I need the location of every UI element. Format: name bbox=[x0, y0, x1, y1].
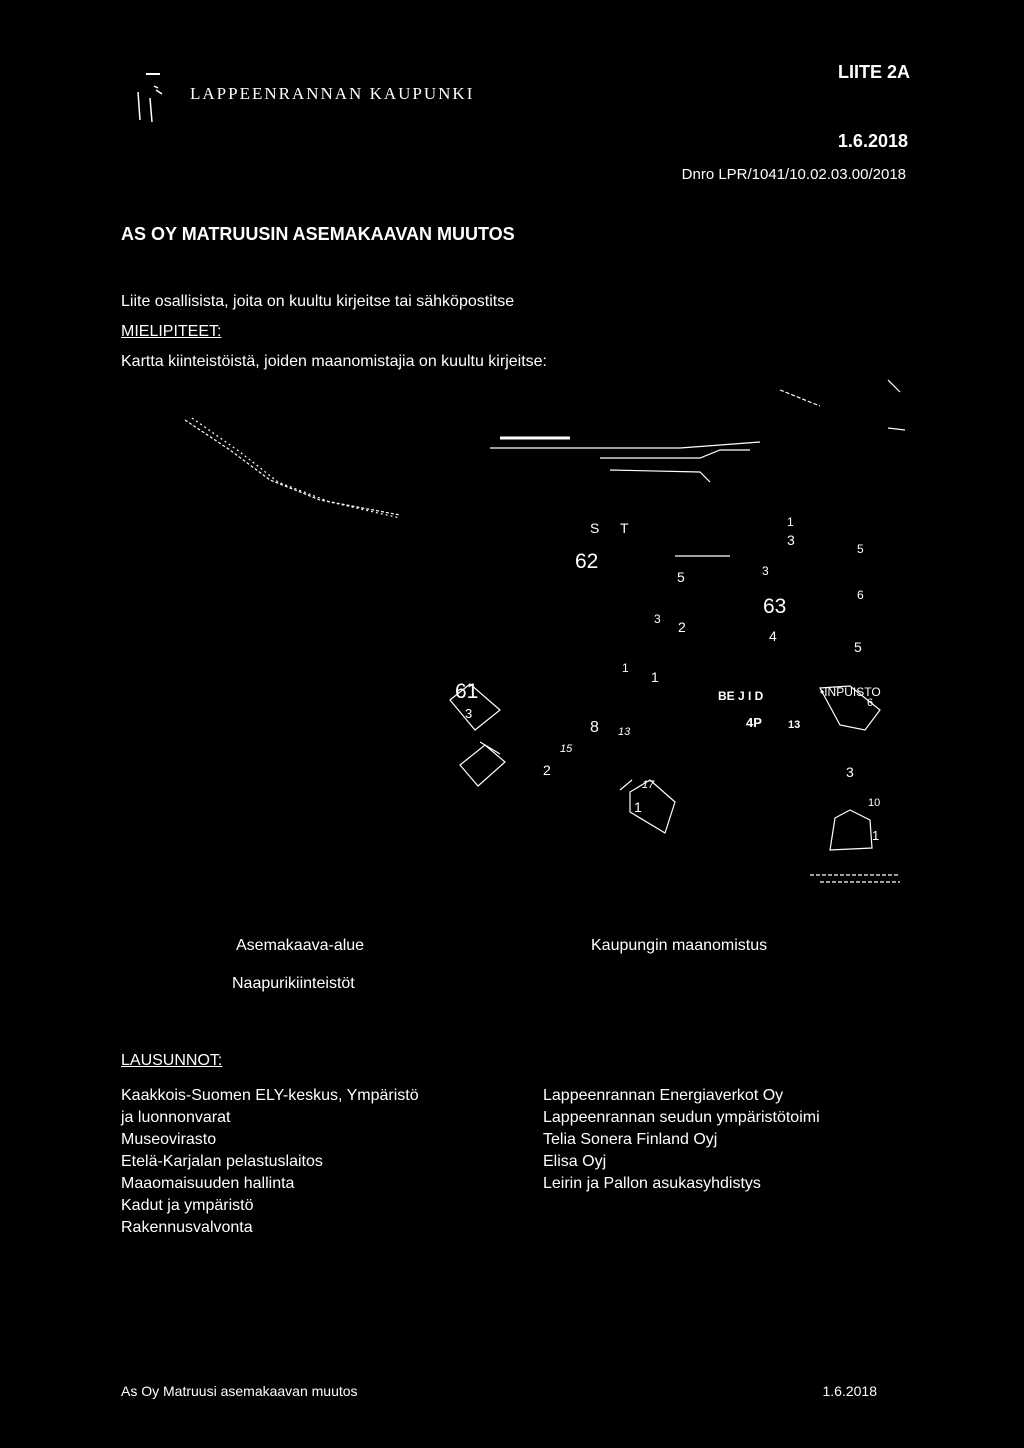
map-label-5c: 5 bbox=[854, 639, 862, 655]
map-label-2b: 2 bbox=[543, 762, 551, 778]
map-label-17: 17 bbox=[642, 779, 655, 791]
list-item: Etelä-Karjalan pelastuslaitos bbox=[121, 1153, 323, 1170]
map-label-s: S bbox=[590, 520, 600, 536]
list-item: Lappeenrannan seudun ympäristötoimi bbox=[543, 1109, 820, 1126]
map-caption: Kartta kiinteistöistä, joiden maanomistajia on kuultu kirjeitse: bbox=[121, 353, 547, 370]
footer-title: As Oy Matruusi asemakaavan muutos bbox=[121, 1383, 358, 1399]
statements-left-list bbox=[121, 1085, 419, 1239]
list-item: Kaakkois-Suomen ELY-keskus, Ympäristö bbox=[121, 1087, 419, 1104]
list-item: Elisa Oyj bbox=[543, 1153, 607, 1170]
city-crest-icon bbox=[128, 70, 178, 125]
legend-neighbours: Naapurikiinteistöt bbox=[232, 975, 355, 992]
map-label-4: 4 bbox=[769, 628, 777, 644]
statements-heading: LAUSUNNOT: bbox=[121, 1052, 223, 1069]
map-label-8: 8 bbox=[590, 719, 599, 736]
map-linework bbox=[185, 380, 905, 882]
map-label-1d: 1 bbox=[634, 799, 642, 815]
map-label-1e: 1 bbox=[872, 828, 880, 843]
map-label-4p: 4P bbox=[746, 715, 762, 730]
legend-city-land: Kaupungin maanomistus bbox=[591, 937, 768, 954]
map-label-inpuisto: •INPUISTO bbox=[820, 685, 881, 699]
map-label-1c: 1 bbox=[651, 669, 659, 685]
map-label-t: T bbox=[620, 520, 629, 536]
list-item: Leirin ja Pallon asukasyhdistys bbox=[543, 1175, 761, 1192]
footer-date: 1.6.2018 bbox=[822, 1383, 877, 1399]
map-label-6a: 6 bbox=[857, 588, 864, 602]
list-item: Telia Sonera Finland Oyj bbox=[543, 1131, 718, 1148]
list-item: Lappeenrannan Energiaverkot Oy bbox=[543, 1087, 784, 1104]
document-date: 1.6.2018 bbox=[837, 131, 908, 151]
map-label-6b: 6 bbox=[867, 697, 874, 709]
map-label-2a: 2 bbox=[678, 619, 686, 635]
map-label-1b: 1 bbox=[622, 661, 629, 675]
map-label-3e: 3 bbox=[465, 706, 473, 721]
property-map bbox=[160, 370, 920, 900]
map-label-3b: 3 bbox=[762, 564, 769, 578]
map-label-1a: 1 bbox=[787, 515, 794, 529]
map-label-13a: 13 bbox=[618, 726, 631, 738]
map-label-63: 63 bbox=[763, 595, 787, 618]
map-label-10: 10 bbox=[868, 797, 881, 809]
map-label-3c: 3 bbox=[654, 612, 661, 626]
map-label-5a: 5 bbox=[857, 542, 864, 556]
statements-right-list bbox=[543, 1085, 820, 1195]
organization-name: LAPPEENRANNAN KAUPUNKI bbox=[190, 84, 475, 103]
list-item: Rakennusvalvonta bbox=[121, 1219, 253, 1236]
map-label-3d: 3 bbox=[846, 764, 854, 780]
list-item: ja luonnonvarat bbox=[121, 1109, 231, 1126]
map-label-3a: 3 bbox=[787, 532, 795, 548]
list-item: Kadut ja ympäristö bbox=[121, 1197, 254, 1214]
list-item: Museovirasto bbox=[121, 1131, 217, 1148]
intro-text: Liite osallisista, joita on kuultu kirjeitse tai sähköpostitse bbox=[121, 293, 515, 310]
record-number: Dnro LPR/1041/10.02.03.00/2018 bbox=[681, 166, 906, 183]
map-label-be: BE J I D bbox=[718, 689, 764, 703]
map-label-13b: 13 bbox=[788, 719, 801, 731]
map-label-5b: 5 bbox=[677, 569, 685, 585]
map-label-62: 62 bbox=[575, 550, 599, 573]
appendix-label: LIITE 2A bbox=[837, 62, 910, 82]
document-title: AS OY MATRUUSIN ASEMAKAAVAN MUUTOS bbox=[121, 224, 515, 244]
opinions-heading: MIELIPITEET: bbox=[121, 323, 222, 340]
list-item: Maaomaisuuden hallinta bbox=[121, 1175, 295, 1192]
map-label-15: 15 bbox=[560, 743, 573, 755]
map-label-61: 61 bbox=[455, 680, 479, 703]
legend-plan-area: Asemakaava-alue bbox=[236, 937, 365, 954]
